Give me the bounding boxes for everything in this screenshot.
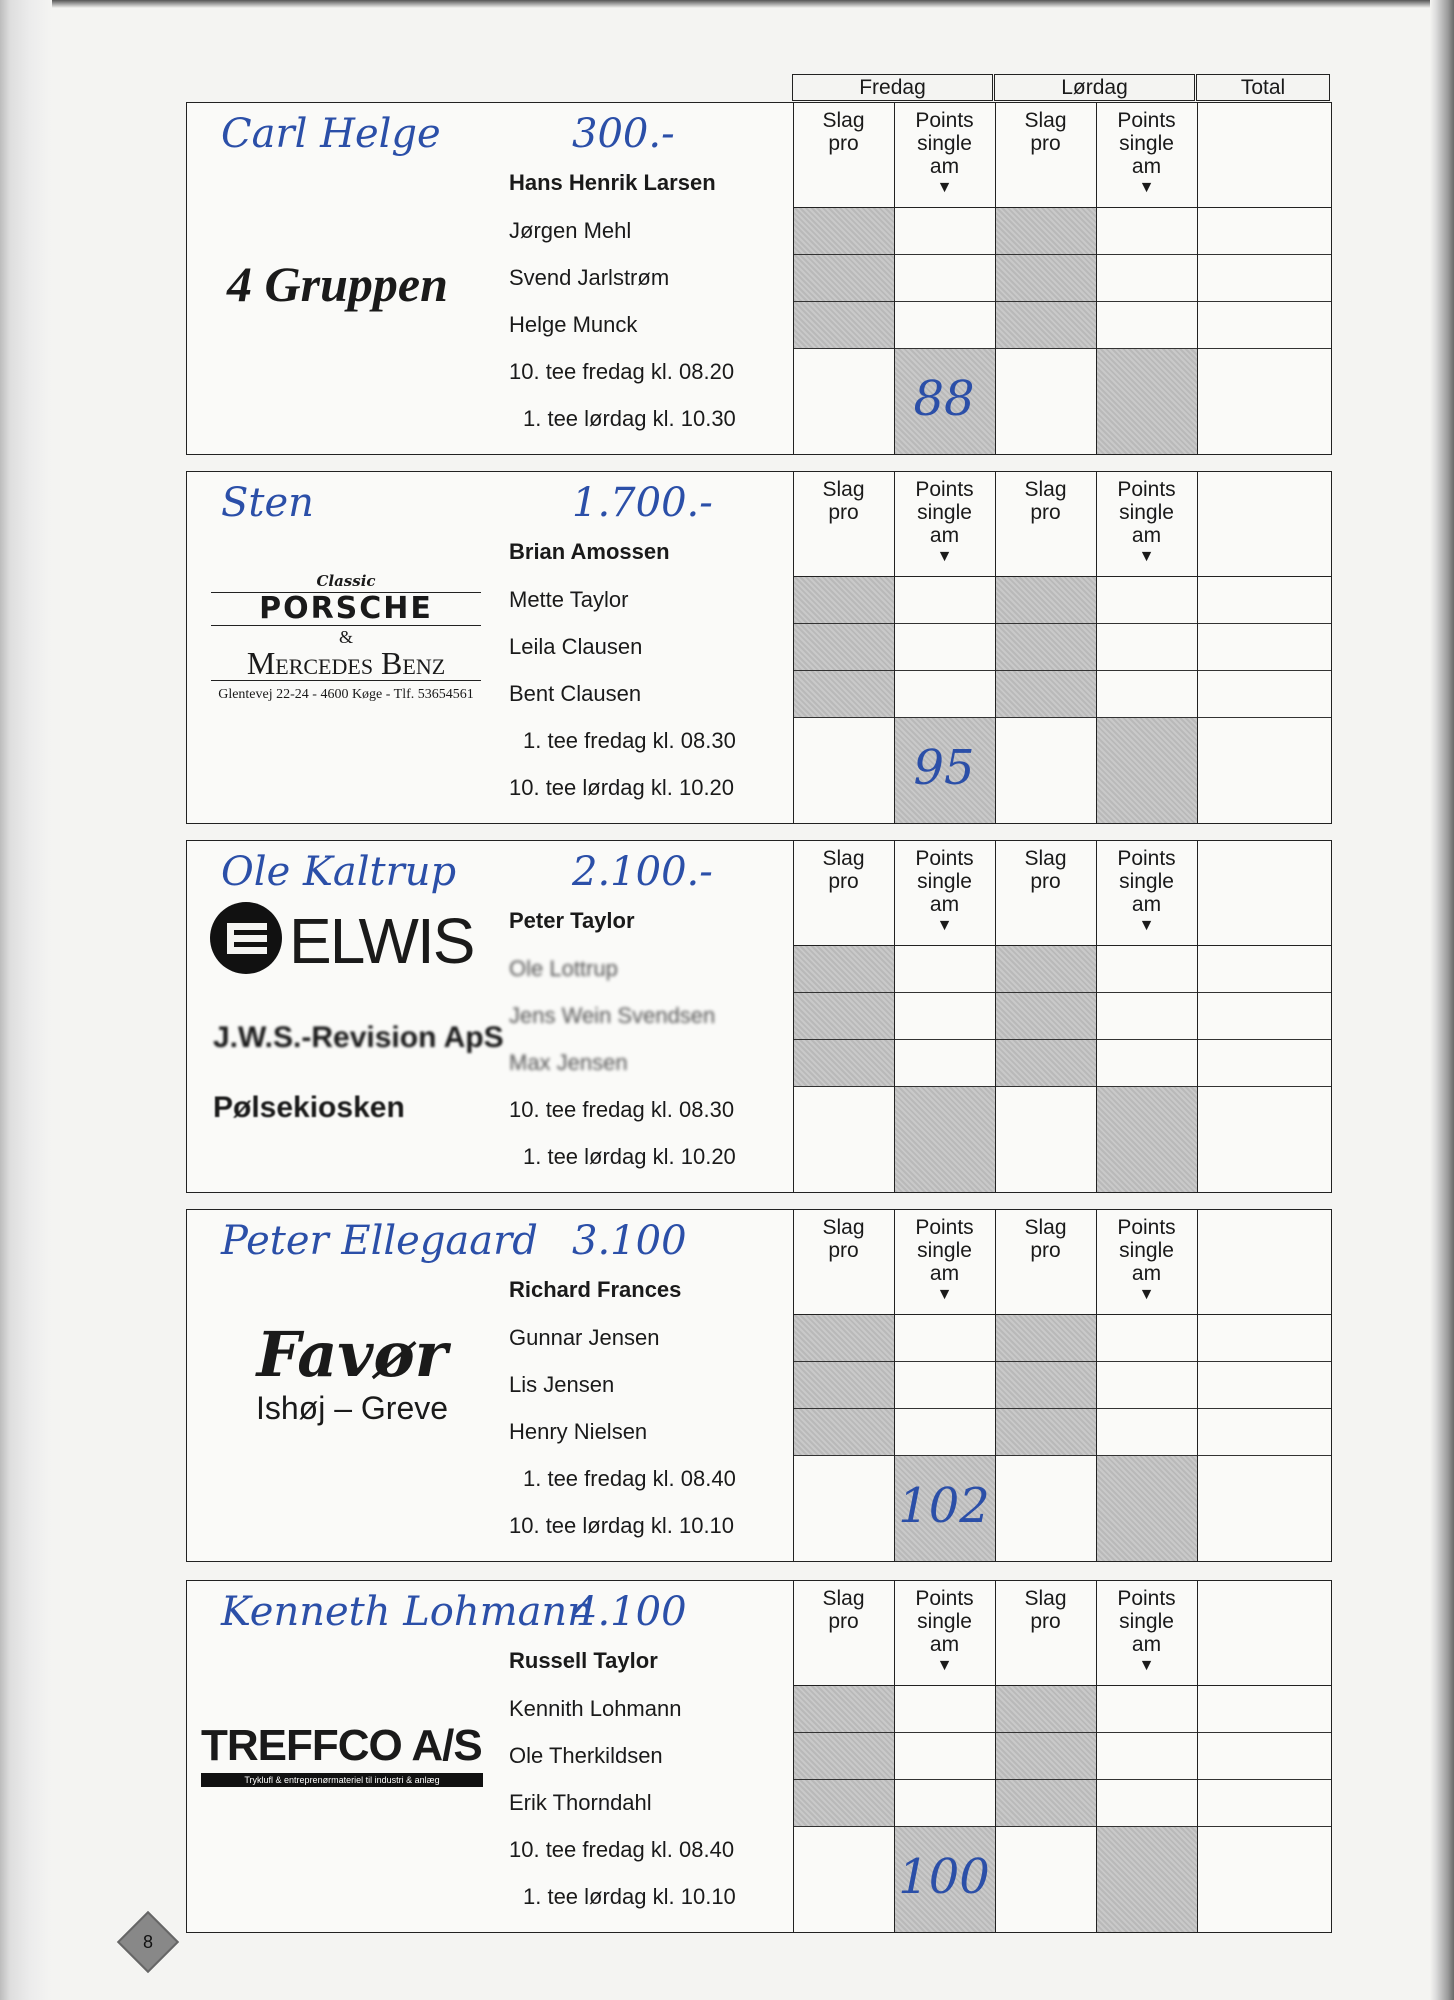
score-cell[interactable] (794, 624, 894, 671)
slag-label: Slag (1024, 478, 1067, 501)
score-cell[interactable] (1198, 208, 1331, 255)
single-label: single (1119, 870, 1174, 893)
player-list (509, 1637, 789, 1920)
score-cell[interactable] (1198, 255, 1331, 302)
sponsor-address: Glentevej 22-24 - 4600 Køge - Tlf. 53654561 (218, 687, 474, 702)
down-arrow-icon: ▼ (1138, 917, 1155, 934)
points-single-am-header (894, 1581, 995, 1686)
single-label: single (917, 870, 972, 893)
handwritten-amount: 1.700.- (572, 480, 713, 526)
am-label: am (929, 155, 960, 178)
classic-label: Classic (316, 572, 376, 590)
score-cell[interactable] (996, 208, 1096, 255)
score-cell[interactable] (794, 1040, 894, 1087)
tee-time-saturday: 1. tee lørdag kl. 10.30 (523, 406, 736, 431)
slag-pro-header (995, 472, 1096, 577)
team-block (186, 102, 1332, 455)
handwritten-captain-note: Ole Kaltrup (221, 849, 457, 895)
tee-time-saturday: 10. tee lørdag kl. 10.10 (509, 1513, 735, 1538)
team-info (187, 103, 793, 454)
pro-label: pro (1030, 1610, 1061, 1633)
slag-pro-header (793, 1581, 894, 1686)
day-header (792, 74, 1332, 101)
score-cell[interactable] (794, 1686, 894, 1733)
single-label: single (917, 132, 972, 155)
team-info (187, 1581, 793, 1932)
treffco-label: TREFFCO A/S (201, 1721, 482, 1770)
score-cell[interactable] (895, 1040, 995, 1087)
score-cell[interactable] (996, 624, 1096, 671)
am-label: am (1131, 155, 1162, 178)
slag-label: Slag (822, 847, 865, 870)
slag-pro-header (793, 1210, 894, 1315)
score-cell[interactable] (895, 1733, 995, 1780)
team-total-cell[interactable] (996, 1827, 1096, 1932)
pro-label: pro (1030, 132, 1061, 155)
sponsor-treffco-logo (201, 1721, 501, 1787)
team-total-cell[interactable] (1097, 1827, 1197, 1932)
score-cell[interactable] (1198, 1315, 1331, 1362)
pro-label: pro (1030, 1239, 1061, 1262)
score-cell[interactable] (1198, 671, 1331, 718)
team-total-cell[interactable] (1097, 1456, 1197, 1561)
player-name: Mette Taylor (509, 587, 629, 612)
tee-time-friday: 10. tee fredag kl. 08.30 (509, 1097, 735, 1122)
points-label: Points (1117, 478, 1176, 501)
team-total-cell[interactable] (794, 1827, 894, 1932)
score-cell[interactable] (1198, 993, 1331, 1040)
slag-label: Slag (822, 478, 865, 501)
favor-label: Favør (256, 1318, 448, 1391)
tee-time-friday: 1. tee fredag kl. 08.40 (523, 1466, 736, 1491)
player-name: Leila Clausen (509, 634, 643, 659)
down-arrow-icon: ▼ (936, 548, 953, 565)
score-grid (793, 1581, 1331, 1932)
team-captain: Russell Taylor (509, 1648, 658, 1673)
down-arrow-icon: ▼ (1138, 179, 1155, 196)
am-label: am (929, 524, 960, 547)
score-cell[interactable] (996, 302, 1096, 349)
score-cell[interactable] (1097, 577, 1197, 624)
player-name: Max Jensen (509, 1050, 628, 1075)
player-list (509, 1266, 789, 1549)
score-cell[interactable] (1097, 1780, 1197, 1827)
team-block (186, 1209, 1332, 1562)
points-label: Points (1117, 847, 1176, 870)
score-cell[interactable] (895, 993, 995, 1040)
score-cell[interactable] (794, 208, 894, 255)
points-single-am-header (894, 472, 995, 577)
score-grid (793, 841, 1331, 1192)
score-cell[interactable] (1198, 624, 1331, 671)
header-lordag: Lørdag (994, 74, 1195, 101)
team-total-cell[interactable] (996, 1456, 1096, 1561)
score-cell[interactable] (996, 1409, 1096, 1456)
points-single-am-header (1096, 1210, 1197, 1315)
score-cell[interactable] (895, 1780, 995, 1827)
points-single-am-header (1096, 472, 1197, 577)
score-cell[interactable] (1097, 993, 1197, 1040)
handwritten-captain-note: Peter Ellegaard (221, 1218, 538, 1264)
single-label: single (1119, 132, 1174, 155)
total-header (1197, 841, 1331, 946)
points-label: Points (1117, 1587, 1176, 1610)
total-header (1197, 472, 1331, 577)
pro-label: pro (1030, 870, 1061, 893)
score-cell[interactable] (1097, 1315, 1197, 1362)
mercedes-label: Mercedes Benz (211, 646, 481, 681)
pro-label: pro (1030, 501, 1061, 524)
score-cell[interactable] (794, 1362, 894, 1409)
right-page-edge (1430, 0, 1454, 2000)
score-cell[interactable] (895, 1362, 995, 1409)
single-label: single (1119, 1239, 1174, 1262)
sponsor-porsche-mercedes-logo (201, 572, 491, 703)
score-grid (793, 1210, 1331, 1561)
player-name: Bent Clausen (509, 681, 642, 706)
score-cell[interactable] (895, 302, 995, 349)
tee-time-saturday: 1. tee lørdag kl. 10.20 (523, 1144, 736, 1169)
sponsor-polsekiosken: Pølsekiosken (213, 1091, 405, 1124)
score-cell[interactable] (1198, 1733, 1331, 1780)
player-name: Ole Lottrup (509, 956, 618, 981)
slag-pro-header (793, 841, 894, 946)
am-label: am (1131, 524, 1162, 547)
slag-label: Slag (1024, 109, 1067, 132)
down-arrow-icon: ▼ (1138, 548, 1155, 565)
single-label: single (917, 1610, 972, 1633)
pro-label: pro (828, 870, 859, 893)
player-name: Jens Wein Svendsen (509, 1003, 716, 1028)
player-name: Ole Therkildsen (509, 1743, 663, 1768)
team-total-cell[interactable] (1198, 1456, 1331, 1561)
score-cell[interactable] (1097, 255, 1197, 302)
score-cell[interactable] (794, 946, 894, 993)
score-cell[interactable] (1097, 1686, 1197, 1733)
score-cell[interactable] (895, 577, 995, 624)
team-captain: Richard Frances (509, 1277, 682, 1302)
score-cell[interactable] (794, 255, 894, 302)
score-cell[interactable] (895, 255, 995, 302)
score-cell[interactable] (794, 671, 894, 718)
player-name: Kennith Lohmann (509, 1696, 682, 1721)
favor-location: Ishøj – Greve (255, 1390, 449, 1426)
team-block (186, 840, 1332, 1193)
down-arrow-icon: ▼ (936, 1286, 953, 1303)
tee-time-saturday: 10. tee lørdag kl. 10.20 (509, 775, 735, 800)
player-list (509, 528, 789, 811)
elwis-label: ELWIS (289, 904, 474, 977)
am-label: am (1131, 1633, 1162, 1656)
score-cell[interactable] (996, 993, 1096, 1040)
score-cell[interactable] (1198, 577, 1331, 624)
team-captain: Brian Amossen (509, 539, 670, 564)
pro-label: pro (828, 1610, 859, 1633)
score-cell[interactable] (1097, 302, 1197, 349)
single-label: single (1119, 501, 1174, 524)
points-label: Points (915, 478, 974, 501)
team-info (187, 472, 793, 823)
score-cell[interactable] (996, 577, 1096, 624)
am-label: am (929, 1262, 960, 1285)
slag-label: Slag (1024, 1587, 1067, 1610)
elwis-emblem-icon (209, 901, 283, 980)
team-info (187, 1210, 793, 1561)
player-name: Helge Munck (509, 312, 638, 337)
points-label: Points (1117, 109, 1176, 132)
handwritten-score: 102 (898, 1478, 990, 1534)
player-name: Lis Jensen (509, 1372, 615, 1397)
team-total-cell[interactable] (1097, 349, 1197, 454)
page-top-edge (0, 0, 1454, 8)
am-label: am (929, 1633, 960, 1656)
points-label: Points (915, 109, 974, 132)
team-total-cell[interactable] (1198, 718, 1331, 823)
slag-pro-header (995, 841, 1096, 946)
player-name: Jørgen Mehl (509, 218, 632, 243)
player-name: Erik Thorndahl (509, 1790, 652, 1815)
score-cell[interactable] (1198, 1780, 1331, 1827)
am-label: am (1131, 1262, 1162, 1285)
score-cell[interactable] (996, 1686, 1096, 1733)
tee-time-friday: 10. tee fredag kl. 08.40 (509, 1837, 735, 1862)
score-cell[interactable] (895, 624, 995, 671)
team-total-cell[interactable] (996, 718, 1096, 823)
header-total: Total (1196, 74, 1330, 101)
slag-label: Slag (822, 1587, 865, 1610)
score-cell[interactable] (895, 208, 995, 255)
score-cell[interactable] (1097, 1362, 1197, 1409)
team-total-cell[interactable] (794, 1087, 894, 1192)
pro-label: pro (828, 501, 859, 524)
handwritten-score: 88 (913, 371, 975, 427)
points-single-am-header (1096, 1581, 1197, 1686)
slag-label: Slag (822, 1216, 865, 1239)
team-block (186, 471, 1332, 824)
single-label: single (917, 1239, 972, 1262)
score-cell[interactable] (1198, 1362, 1331, 1409)
score-cell[interactable] (1097, 208, 1197, 255)
score-cell[interactable] (794, 1315, 894, 1362)
points-single-am-header (1096, 103, 1197, 208)
down-arrow-icon: ▼ (936, 179, 953, 196)
down-arrow-icon: ▼ (936, 1657, 953, 1674)
score-grid (793, 472, 1331, 823)
sponsor-favor-logo (207, 1320, 497, 1427)
score-cell[interactable] (1097, 1733, 1197, 1780)
slag-pro-header (793, 103, 894, 208)
score-cell[interactable] (1198, 1409, 1331, 1456)
team-total-cell[interactable] (1198, 349, 1331, 454)
score-cell[interactable] (794, 1733, 894, 1780)
tee-time-saturday: 1. tee lørdag kl. 10.10 (523, 1884, 736, 1909)
player-name: Henry Nielsen (509, 1419, 648, 1444)
tee-time-friday: 10. tee fredag kl. 08.20 (509, 359, 735, 384)
slag-label: Slag (822, 109, 865, 132)
score-cell[interactable] (895, 1409, 995, 1456)
score-cell[interactable] (895, 1686, 995, 1733)
player-list (509, 897, 789, 1180)
score-cell[interactable] (1097, 1040, 1197, 1087)
down-arrow-icon: ▼ (1138, 1657, 1155, 1674)
score-grid (793, 103, 1331, 454)
slag-pro-header (995, 103, 1096, 208)
total-header (1197, 1210, 1331, 1315)
tee-time-friday: 1. tee fredag kl. 08.30 (523, 728, 736, 753)
handwritten-captain-note: Sten (221, 480, 314, 526)
player-name: Gunnar Jensen (509, 1325, 660, 1350)
player-name: Svend Jarlstrøm (509, 265, 670, 290)
team-info (187, 841, 793, 1192)
score-cell[interactable] (1097, 946, 1197, 993)
handwritten-amount: 4.100 (572, 1589, 687, 1635)
handwritten-amount: 300.- (572, 111, 675, 157)
team-total-cell[interactable] (794, 1456, 894, 1561)
score-cell[interactable] (794, 302, 894, 349)
team-captain: Hans Henrik Larsen (509, 170, 716, 195)
score-cell[interactable] (794, 1780, 894, 1827)
points-label: Points (915, 1216, 974, 1239)
handwritten-amount: 3.100 (572, 1218, 687, 1264)
score-cell[interactable] (1198, 302, 1331, 349)
team-total-cell[interactable] (996, 349, 1096, 454)
handwritten-captain-note: Kenneth Lohmann (221, 1589, 593, 1635)
slag-pro-header (793, 472, 894, 577)
sponsor-elwis-logo (209, 901, 509, 980)
team-total-cell[interactable] (996, 1087, 1096, 1192)
team-block (186, 1580, 1332, 1933)
points-label: Points (915, 847, 974, 870)
sponsor-jws-revision: J.W.S.-Revision ApS (213, 1021, 504, 1054)
handwritten-score: 95 (913, 740, 975, 796)
total-header (1197, 1581, 1331, 1686)
points-single-am-header (894, 103, 995, 208)
single-label: single (917, 501, 972, 524)
team-total-cell[interactable] (1198, 1827, 1331, 1932)
handwritten-score: 100 (898, 1849, 990, 1905)
score-cell[interactable] (895, 946, 995, 993)
down-arrow-icon: ▼ (936, 917, 953, 934)
ampersand: & (338, 627, 353, 647)
am-label: am (1131, 893, 1162, 916)
slag-label: Slag (1024, 847, 1067, 870)
total-header (1197, 103, 1331, 208)
score-cell[interactable] (794, 577, 894, 624)
down-arrow-icon: ▼ (1138, 1286, 1155, 1303)
pro-label: pro (828, 1239, 859, 1262)
score-cell[interactable] (996, 1733, 1096, 1780)
team-total-cell[interactable] (1097, 718, 1197, 823)
binding-shadow (0, 0, 52, 2000)
score-cell[interactable] (794, 1409, 894, 1456)
score-cell[interactable] (996, 1780, 1096, 1827)
slag-pro-header (995, 1581, 1096, 1686)
score-cell[interactable] (996, 671, 1096, 718)
am-label: am (929, 893, 960, 916)
team-total-cell[interactable] (895, 1087, 995, 1192)
points-single-am-header (894, 1210, 995, 1315)
handwritten-captain-note: Carl Helge (221, 111, 441, 157)
slag-pro-header (995, 1210, 1096, 1315)
points-label: Points (915, 1587, 974, 1610)
sponsor-4gruppen-logo: 4 Gruppen (227, 256, 448, 312)
score-cell[interactable] (1097, 624, 1197, 671)
points-label: Points (1117, 1216, 1176, 1239)
score-cell[interactable] (1097, 1409, 1197, 1456)
porsche-label: PORSCHE (211, 592, 481, 626)
points-single-am-header (894, 841, 995, 946)
page-number: 8 (142, 1932, 153, 1952)
team-total-cell[interactable] (1097, 1087, 1197, 1192)
score-cell[interactable] (996, 1362, 1096, 1409)
team-total-cell[interactable] (794, 349, 894, 454)
score-cell[interactable] (794, 993, 894, 1040)
score-cell[interactable] (895, 1315, 995, 1362)
score-cell[interactable] (996, 255, 1096, 302)
treffco-tagline: Tryklufl & entreprenørmateriel til industri & anlæg (201, 1773, 483, 1787)
score-cell[interactable] (1198, 1686, 1331, 1733)
score-cell[interactable] (1198, 1040, 1331, 1087)
score-cell[interactable] (1097, 671, 1197, 718)
score-cell[interactable] (996, 1315, 1096, 1362)
header-fredag: Fredag (792, 74, 993, 101)
team-total-cell[interactable] (1198, 1087, 1331, 1192)
team-captain: Peter Taylor (509, 908, 635, 933)
points-single-am-header (1096, 841, 1197, 946)
slag-label: Slag (1024, 1216, 1067, 1239)
score-cell[interactable] (996, 946, 1096, 993)
score-cell[interactable] (895, 671, 995, 718)
score-cell[interactable] (996, 1040, 1096, 1087)
team-total-cell[interactable] (794, 718, 894, 823)
pro-label: pro (828, 132, 859, 155)
single-label: single (1119, 1610, 1174, 1633)
score-cell[interactable] (1198, 946, 1331, 993)
player-list (509, 159, 789, 442)
handwritten-amount: 2.100.- (572, 849, 713, 895)
